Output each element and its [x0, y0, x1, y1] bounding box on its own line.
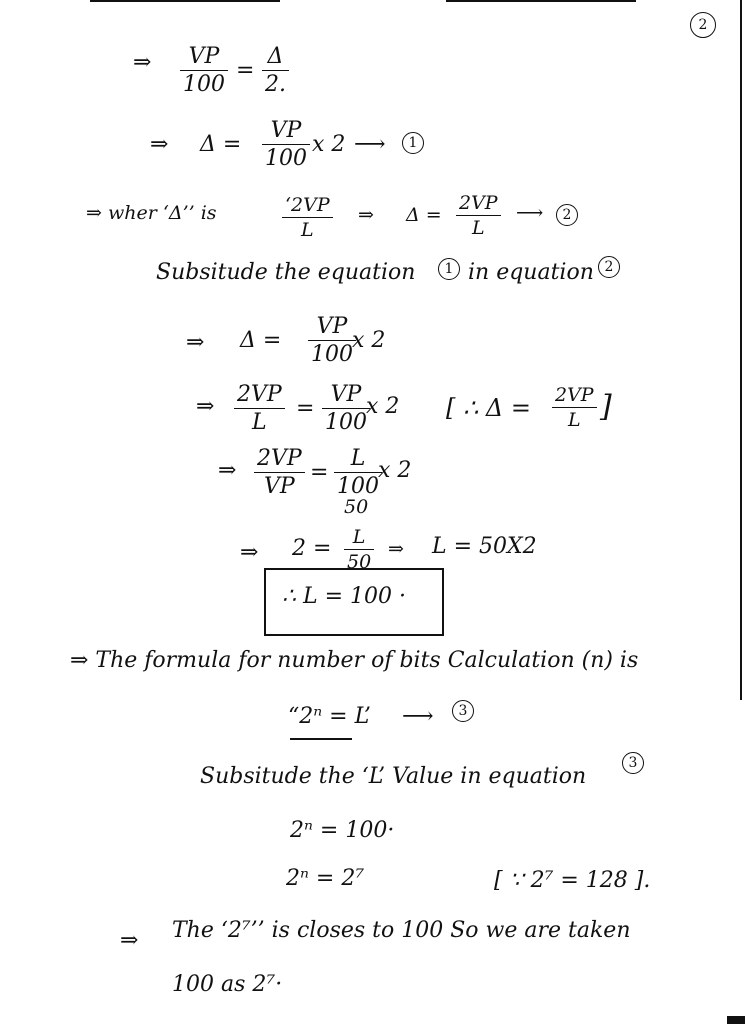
equation-ref-1: 1: [402, 132, 424, 154]
fraction-2vp-over-l: [456, 194, 501, 238]
fraction-numerator: VP: [330, 382, 362, 407]
fraction-l-over-50: [344, 528, 374, 572]
multiply-term: x 2: [312, 132, 346, 157]
bits-formula: “2ⁿ = L’: [288, 704, 371, 729]
power-equation-base: 2ⁿ = 2⁷: [286, 866, 365, 891]
implies-arrow: ⇒: [358, 204, 374, 226]
substitute-instruction-tail: in equation: [468, 260, 594, 285]
fraction-2vp-over-l: [552, 386, 597, 430]
implies-arrow: ⇒: [388, 538, 404, 560]
top-edge-mark: [446, 0, 636, 2]
implies-arrow: ⇒: [218, 458, 237, 483]
implies-arrow: ⇒: [196, 394, 215, 419]
fraction-numerator: 2VP: [555, 384, 594, 406]
fraction-denominator: 100: [308, 340, 356, 366]
fraction-denominator: 100: [334, 472, 382, 498]
since-bracket-open: [ ∴ Δ =: [446, 394, 531, 422]
fraction-numerator: L: [352, 526, 366, 548]
equation-lhs: Δ =: [200, 132, 242, 157]
fraction-numerator: L: [350, 446, 366, 471]
equals-sign: =: [236, 58, 255, 83]
fraction-vp-over-100: [322, 384, 370, 434]
equation-rhs: L = 50X2: [432, 534, 537, 559]
fraction-2vp-over-l: [234, 384, 285, 434]
conclusion-statement: The ‘2⁷’’ is closes to 100 So we are taken: [172, 918, 631, 943]
right-arrow: ⟶: [516, 202, 544, 224]
fraction-numerator: VP: [316, 314, 348, 339]
fraction-denominator: 100: [180, 70, 228, 96]
conclusion-tail: 100 as 2⁷·: [172, 972, 283, 997]
fraction-l-over-100: [334, 448, 382, 498]
equals-sign: =: [310, 460, 329, 485]
equation-lhs: 2 =: [292, 536, 332, 561]
fraction-numerator: Δ: [267, 44, 284, 69]
equation-ref-1: 1: [438, 258, 460, 280]
fraction-delta-over-2: [262, 46, 289, 96]
fraction-denominator: 100: [262, 144, 310, 170]
fraction-2vp-over-l: [282, 196, 333, 240]
implies-arrow: ⇒: [133, 50, 152, 75]
fraction-numerator: 2VP: [237, 382, 282, 407]
fraction-vp-over-100: [262, 120, 310, 170]
implies-arrow: ⇒: [186, 330, 205, 355]
fraction-denominator: 50: [344, 549, 374, 572]
substitute-l-instruction: Subsitude the ‘L’ Value in equation: [200, 764, 587, 789]
fraction-denominator: 100: [322, 408, 370, 434]
implies-arrow: ⇒: [240, 540, 259, 565]
fraction-denominator: L: [456, 215, 501, 238]
where-clause: ⇒ wher ‘Δ’’ is: [86, 202, 217, 224]
since-note: [ ∵ 2⁷ = 128 ].: [494, 868, 651, 893]
fraction-denominator: L: [282, 217, 333, 240]
multiply-term: x 2: [366, 394, 400, 419]
fraction-numerator: ‘2VP: [285, 194, 330, 216]
equation-lhs: Δ =: [240, 328, 282, 353]
formula-underline: [290, 738, 352, 740]
equation-ref-2: 2: [556, 204, 578, 226]
equation-ref-3: 3: [452, 700, 474, 722]
equation-lhs: Δ =: [406, 204, 442, 226]
simplified-denominator: 50: [344, 496, 369, 518]
equals-sign: =: [296, 396, 315, 421]
fraction-denominator: L: [552, 407, 597, 430]
substitute-instruction: Subsitude the equation: [156, 260, 416, 285]
fraction-numerator: VP: [270, 118, 302, 143]
fraction-numerator: 2VP: [459, 192, 498, 214]
formula-statement: ⇒ The formula for number of bits Calculation (n) is: [70, 648, 639, 673]
fraction-numerator: 2VP: [257, 446, 302, 471]
implies-arrow: ⇒: [120, 928, 139, 953]
bottom-corner-mark: [727, 1016, 745, 1024]
fraction-2vp-over-vp: [254, 448, 305, 498]
top-edge-mark: [90, 0, 280, 2]
page-number: 2: [690, 12, 716, 38]
fraction-vp-over-100: [308, 316, 356, 366]
implies-arrow: ⇒: [150, 132, 169, 157]
result-text: ∴ L = 100 ·: [282, 584, 406, 609]
multiply-term: x 2: [378, 458, 412, 483]
right-arrow: ⟶: [354, 132, 386, 157]
fraction-denominator: 2.: [262, 70, 289, 96]
multiply-term: x 2: [352, 328, 386, 353]
fraction-denominator: VP: [254, 472, 305, 498]
equation-ref-3: 3: [622, 752, 644, 774]
fraction-vp-over-100: [180, 46, 228, 96]
right-arrow: ⟶: [402, 704, 434, 729]
fraction-numerator: VP: [188, 44, 220, 69]
right-edge-mark: [740, 0, 742, 700]
fraction-denominator: L: [234, 408, 285, 434]
equation-ref-2: 2: [598, 256, 620, 278]
power-equation: 2ⁿ = 100·: [290, 818, 395, 843]
since-bracket-close: ]: [600, 389, 612, 424]
